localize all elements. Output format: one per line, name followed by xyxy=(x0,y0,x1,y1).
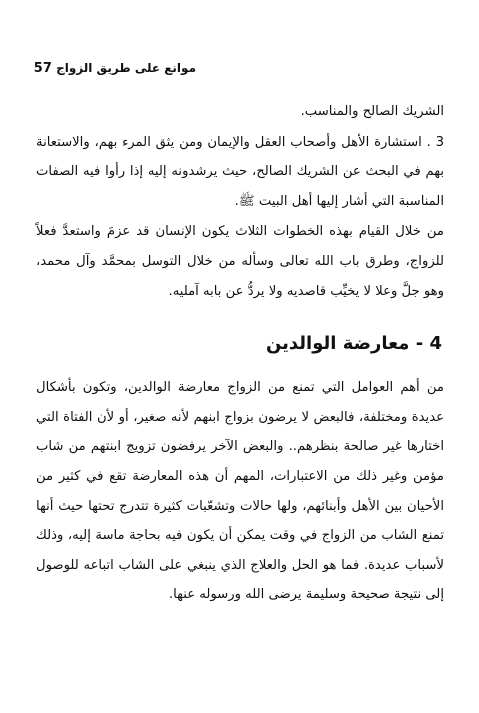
paragraph-2: 3 . استشارة الأهل وأصحاب العقل والإيمان ومن يثق المرء بهم، والاستعانة بهم في البحث عن الشريك الصالح، حيث يرشدونه إليه إذا رأوا فيه الصفات المناسبة التي أشار إليها أهل البيت ﷺ. xyxy=(36,134,444,209)
running-title: موانع على طريق الزواج xyxy=(56,61,196,75)
section-title: معارضة الوالدين xyxy=(265,333,410,355)
page-number: 57 xyxy=(33,61,52,76)
page-body xyxy=(36,97,444,610)
running-header xyxy=(33,60,196,77)
section-dash: - xyxy=(409,333,424,355)
paragraph-3: من خلال القيام بهذه الخطوات الثلاث يكون الإنسان قد عزمَ واستعدَّ فعلاً للزواج، وطرق باب الله تعالى وسأله من خلال التوسل بمحمَّد وآل محمد، وهو جلَّ وعلا لا يخيِّب قاصديه ولا يردُّ عن بابه آمليه. xyxy=(36,224,444,299)
section-number: 4 xyxy=(429,333,442,355)
paragraph-1: الشريك الصالح والمناسب. xyxy=(300,104,444,119)
section-heading xyxy=(36,331,444,357)
paragraph-4: من أهم العوامل التي تمنع من الزواج معارضة الوالدين، وتكون بأشكال عديدة ومختلفة، فالبعض لا يرضون بزواج ابنهم لأنه صغير، أو لأن الفتاة التي اختارها غير صالحة بنظرهم.. والبعض الآخر يرفضون تزويج ابنتهم من شاب مؤمن وغير ذلك من الاعتبارات، المهم أن هذه المعارضة تقع في كثير من الأحيان بين الأهل وأبنائهم، ولها حالات وتشعّبات كثيرة تتدرج تحتها حيث أنها تمنع الشاب من الزواج في وقت يمكن أن يكون فيه بحاجة ماسة إليه، وذلك لأسباب عديدة. فما هو الحل والعلاج الذي ينبغي على الشاب اتباعه للوصول إلى نتيجة صحيحة وسليمة يرضى الله ورسوله عنها. xyxy=(36,380,444,603)
